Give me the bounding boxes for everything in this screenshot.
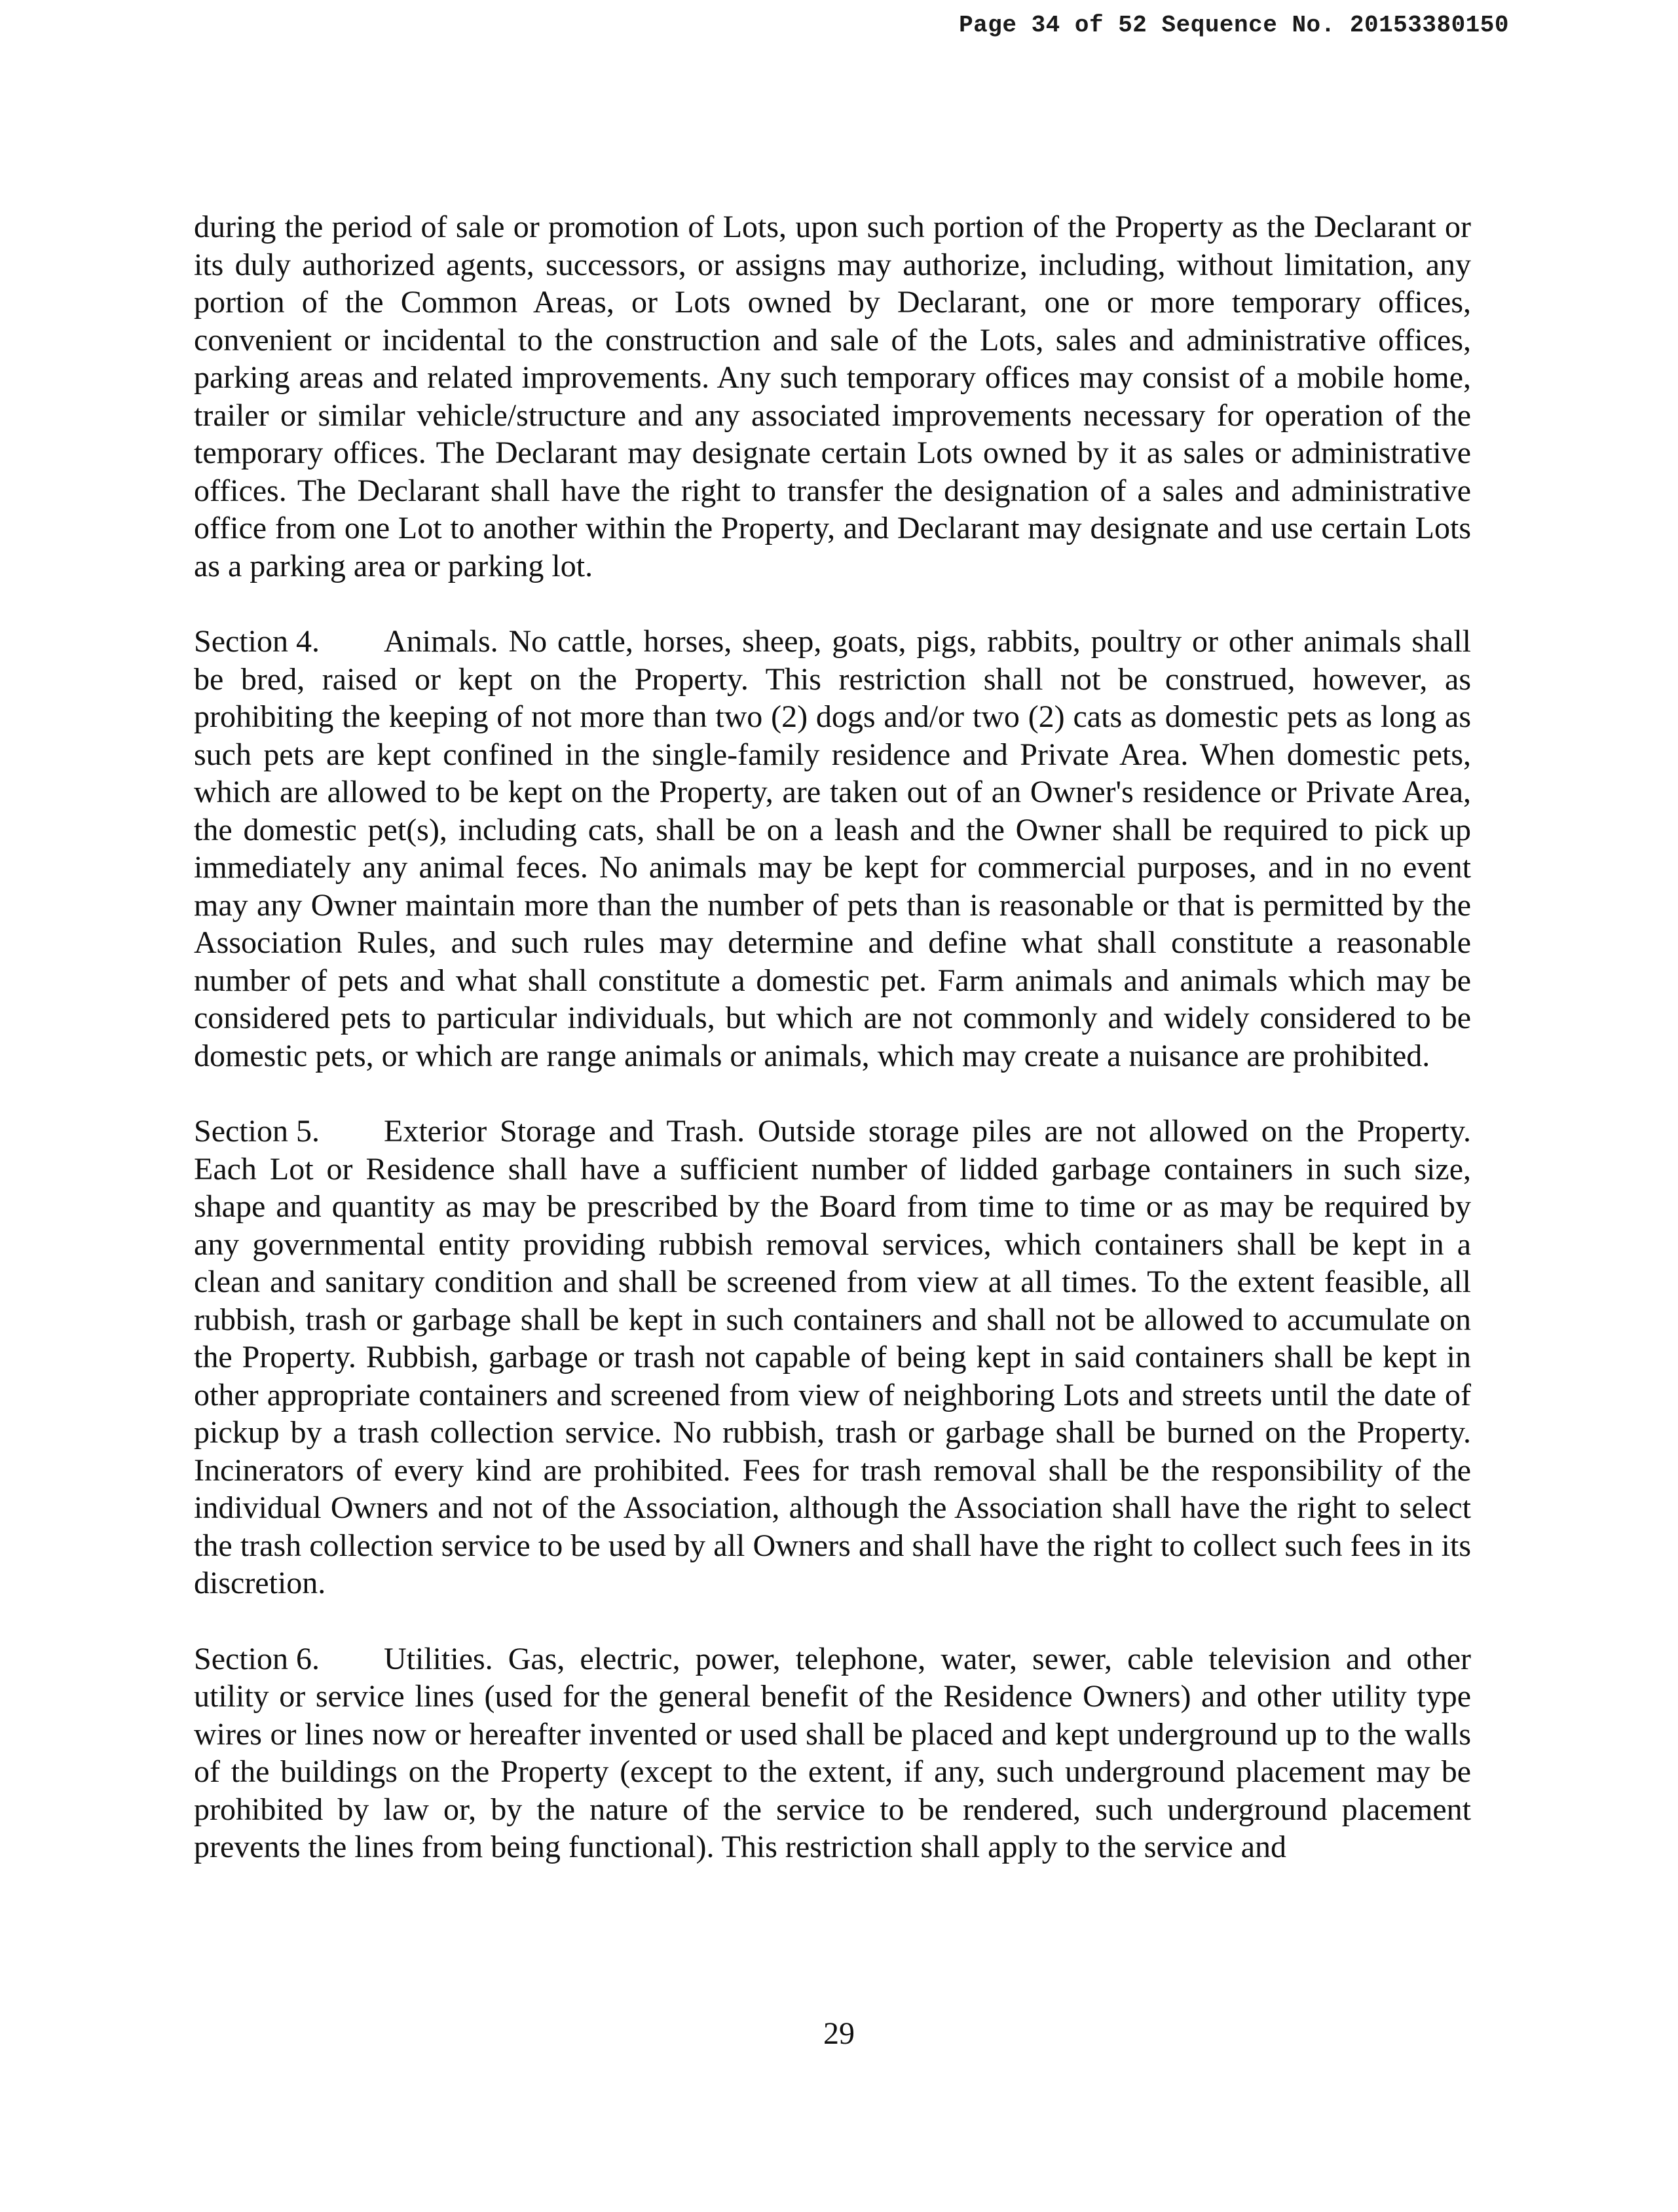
section-6-number: Section 6.	[194, 1641, 320, 1676]
section-5-text: Exterior Storage and Trash. Outside storage piles are not allowed on the Property. Each Lot or Residence shall have a sufficient number of lidded garbage containers in such size, shape and quantity as may be prescribed by the Board from time to time or as may be required by any governmental entity providing rubbish removal services, which containers shall be kept in a clean and sanitary condition and shall be screened from view at all times. To the extent feasible, all rubbish, trash or garbage shall be kept in such containers and shall not be allowed to accumulate on the Property. Rubbish, garbage or trash not capable of being kept in said containers shall be kept in other appropriate containers and screened from view of neighboring Lots and streets until the date of pickup by a trash collection service. No rubbish, trash or garbage shall be burned on the Property. Incinerators of every kind are prohibited. Fees for trash removal shall be the responsibility of the individual Owners and not of the Association, although the Association shall have the right to select the trash collection service to be used by all Owners and shall have the right to collect such fees in its discretion.	[194, 1114, 1471, 1600]
page-number: 29	[823, 2016, 855, 2051]
section-5-paragraph	[194, 1113, 1471, 1602]
section-6-text: Utilities. Gas, electric, power, telephone, water, sewer, cable television and other utility or service lines (used for the general benefit of the Residence Owners) and other utility type wires or lines now or hereafter invented or used shall be placed and kept underground up to the walls of the buildings on the Property (except to the extent, if any, such underground placement may be prohibited by law or, by the nature of the service to be rendered, such underground placement prevents the lines from being functional). This restriction shall apply to the service and	[194, 1641, 1471, 1864]
section-4-text: Animals. No cattle, horses, sheep, goats, pigs, rabbits, poultry or other animals shall be bred, raised or kept on the Property. This restriction shall not be construed, however, as prohibiting the keeping of not more than two (2) dogs and/or two (2) cats as domestic pets as long as such pets are kept confined in the single-family residence and Private Area. When domestic pets, which are allowed to be kept on the Property, are taken out of an Owner's residence or Private Area, the domestic pet(s), including cats, shall be on a leash and the Owner shall be required to pick up immediately any animal feces. No animals may be kept for commercial purposes, and in no event may any Owner maintain more than the number of pets than is reasonable or that is permitted by the Association Rules, and such rules may determine and define what shall constitute a reasonable number of pets and what shall constitute a domestic pet. Farm animals and animals which may be considered pets to particular individuals, but which are not commonly and widely considered to be domestic pets, or which are range animals or animals, which may create a nuisance are prohibited.	[194, 624, 1471, 1073]
section-5-number: Section 5.	[194, 1114, 320, 1149]
document-body	[194, 208, 1471, 1904]
section-6-paragraph	[194, 1640, 1471, 1866]
continuation-paragraph: during the period of sale or promotion of Lots, upon such portion of the Property as the Declarant or its duly authorized agents, successors, or assigns may authorize, including, without limitation, any portion of the Common Areas, or Lots owned by Declarant, one or more temporary offices, convenient or incidental to the construction and sale of the Lots, sales and administrative offices, parking areas and related improvements. Any such temporary offices may consist of a mobile home, trailer or similar vehicle/structure and any associated improvements necessary for operation of the temporary offices. The Declarant may designate certain Lots owned by it as sales or administrative offices. The Declarant shall have the right to transfer the designation of a sales and administrative office from one Lot to another within the Property, and Declarant may designate and use certain Lots as a parking area or parking lot.	[194, 210, 1471, 583]
page-sequence-stamp: Page 34 of 52 Sequence No. 20153380150	[959, 12, 1509, 39]
section-4-paragraph	[194, 623, 1471, 1075]
section-4-number: Section 4.	[194, 624, 320, 659]
